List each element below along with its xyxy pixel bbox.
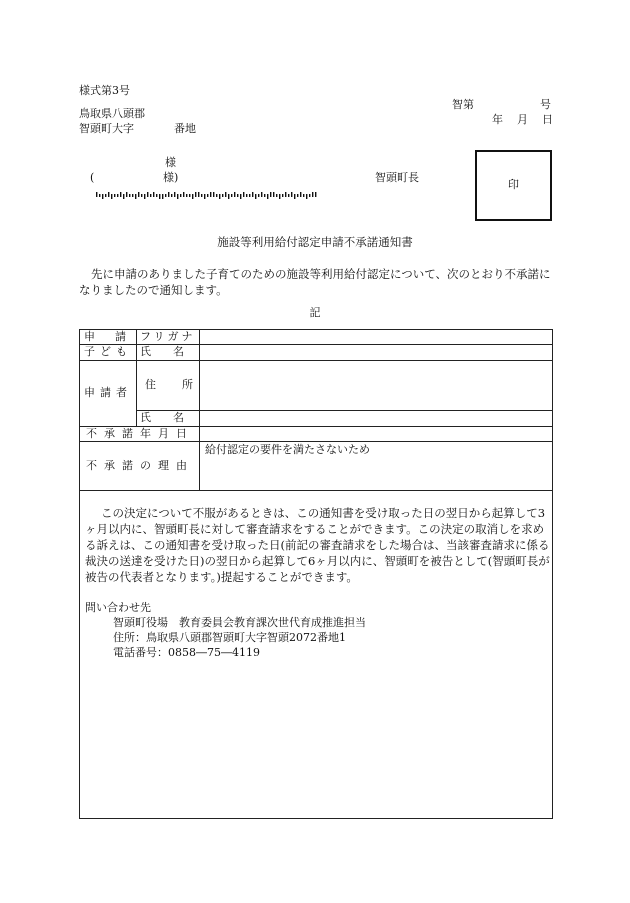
applicant-child-label-top [84,330,146,345]
rule [199,441,200,490]
contact-phone: 電話番号：0858―75―4119 [113,646,260,659]
contact-heading: 問い合わせ先 [85,601,151,614]
rule [136,360,137,426]
recipient-paren-open: ( [90,171,95,184]
intro-paragraph [79,266,554,298]
issuer-name: 智頭町長 [375,171,419,184]
reference-prefix: 智第 [452,98,474,111]
child-name-label: 氏名 [140,345,206,358]
postal-barcode [96,192,320,199]
date-year-label: 年 [492,113,503,126]
address-line1: 鳥取県八頭郡 [79,107,145,120]
document-title: 施設等利用給付認定申請不承諾通知書 [217,235,413,249]
seal-label: 印 [508,178,519,192]
furigana-label: フリガナ [140,330,196,343]
applicant-child-label-bottom: 子ども [84,345,132,358]
address-line2: 智頭町大字 [79,122,134,135]
applicant-name-label: 氏名 [140,411,206,424]
rejection-date-label: 不承諾年月日 [86,427,194,440]
ki-label: 記 [309,306,321,319]
recipient-sama-paren: 様) [163,171,179,184]
intro-text: 先に申請のありました子育てのための施設等利用給付認定について、次のとおり不承諾になりましたので通知します。 [79,267,551,297]
rejection-reason-label: 不承諾の理由 [86,459,194,472]
appeal-notice [85,505,555,585]
label-text: 申請 [84,330,146,343]
contact-block [85,600,366,660]
date-month-label: 月 [517,113,528,126]
seal-box [475,150,552,221]
address-label: 住所 [145,378,219,391]
recipient-sama: 様 [165,156,176,169]
contact-office: 智頭町役場 教育委員会教育課次世代育成推進担当 [113,616,366,629]
rejection-reason-value: 給付認定の要件を満たさないため [205,443,370,456]
date-day-label: 日 [542,113,553,126]
rule [79,360,553,361]
contact-address: 住所：鳥取県八頭郡智頭町大字智頭2072番地1 [113,631,346,644]
applicant-label: 申請者 [84,386,132,399]
rule [136,344,137,360]
appeal-notice-text: この決定について不服があるときは、この通知書を受け取った日の翌日から起算して3ヶ月以内に、智頭町長に対して審査請求をすることができます。この決定の取消しを求める訴えは、この通知書を受け取った日(前記の審査請求をした場合は、当該審査請求に係る裁決の送達を受けた日)の翌日から起算して6ヶ月以内に、智頭町を被告として(智頭町長が被告の代表者となります。)提起することができます。 [85,506,550,584]
rule [79,490,553,491]
form-number: 様式第3号 [79,84,130,97]
address-banchi: 番地 [174,122,196,135]
reference-suffix: 号 [540,98,551,111]
